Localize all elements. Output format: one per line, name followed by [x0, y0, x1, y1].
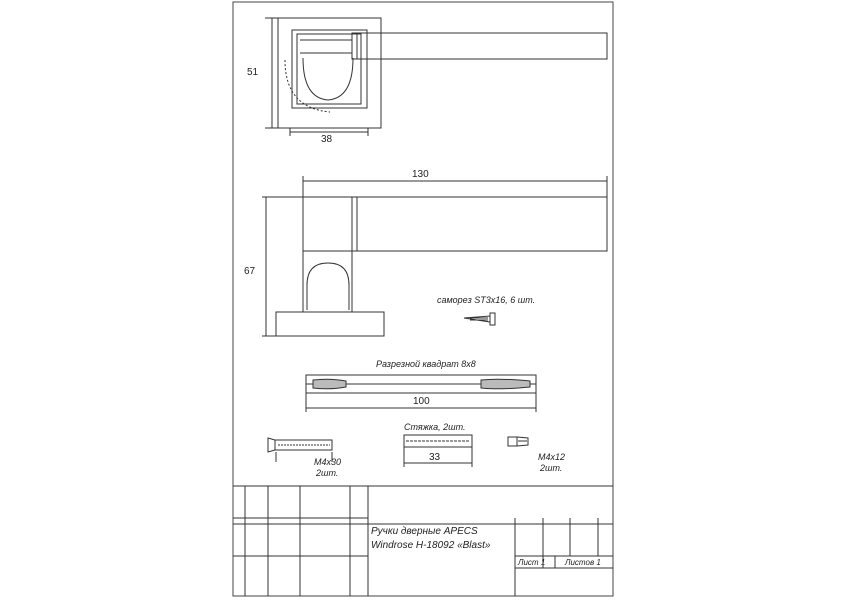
spindle-length-dim: 100 [413, 396, 430, 407]
spindle-label: Разрезной квадрат 8x8 [376, 359, 476, 369]
side-view-height-dim: 67 [244, 266, 256, 277]
title-sheets-total: Листов 1 [565, 558, 601, 567]
drawing-frame [233, 2, 613, 596]
title-name-line2: Windrose H-18092 «Blast» [371, 540, 491, 551]
screw-drawing [464, 313, 495, 325]
top-view-width-dim: 38 [321, 134, 333, 145]
bolt-qty: 2шт. [316, 468, 339, 478]
screw-label: саморез ST3x16, 6 шт. [437, 295, 536, 305]
small-screw-qty: 2шт. [540, 463, 563, 473]
title-name-line1: Ручки дверные APECS [371, 526, 478, 537]
small-screw-size: M4x12 [538, 452, 566, 462]
title-sheet: Лист 1 [518, 558, 546, 567]
top-view [265, 18, 607, 136]
bolt-size: M4x30 [314, 457, 342, 467]
side-view-length-dim: 130 [412, 169, 429, 180]
top-view-height-dim: 51 [247, 67, 259, 78]
coupling-label: Стяжка, 2шт. [404, 422, 466, 432]
coupling-length-dim: 33 [429, 452, 441, 463]
small-screw-drawing [508, 437, 528, 446]
side-view [262, 176, 607, 336]
